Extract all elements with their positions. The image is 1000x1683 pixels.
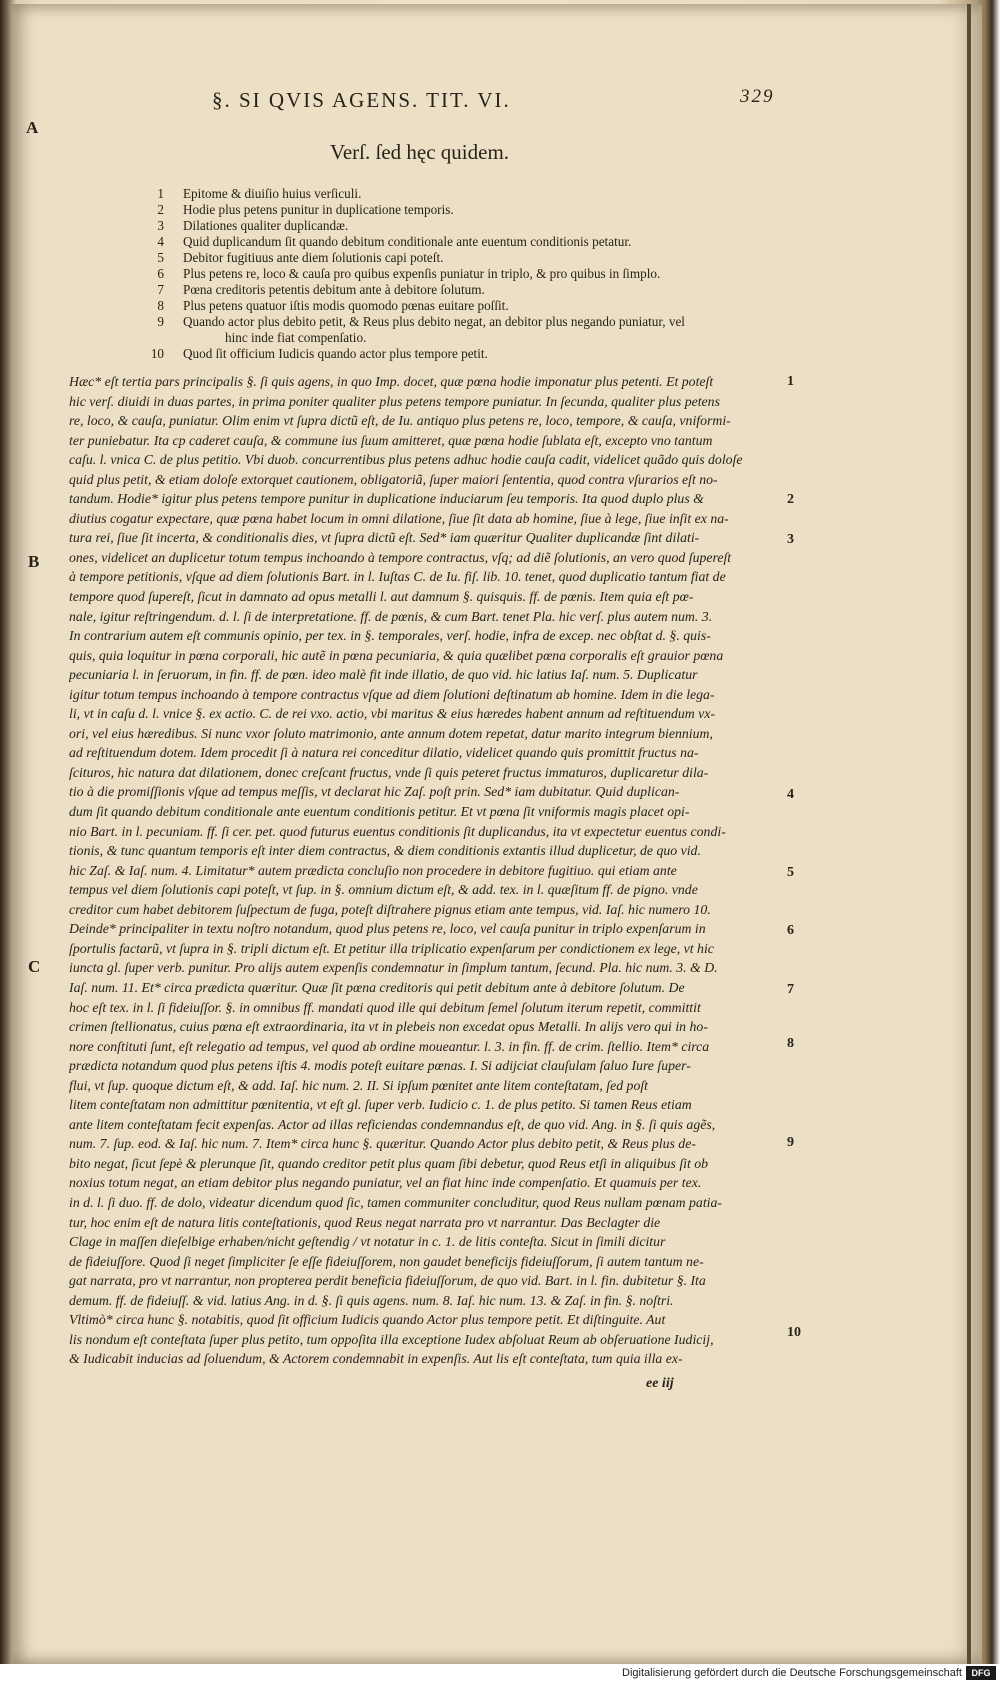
body-line: diutius cogatur expectare, quæ pœna habet locum in omni dilatione, ſiue ſit data ab homine, ſiue à lege, ſiue inſit ex na- <box>69 510 729 526</box>
body-line: Vltimò* circa hunc §. notabitis, quod ſit officium Iudicis quando Actor plus tempore petit. Et diſtinguite. Aut <box>69 1312 666 1328</box>
summary-number: 1 <box>157 186 164 201</box>
marginal-number: 10 <box>787 1325 801 1340</box>
summary-number: 2 <box>157 202 164 217</box>
body-line: hic Zaſ. & Iaſ. num. 4. Limitatur* autem prædicta concluſio non procedere in debitore fugitiuo. qui etiam ante <box>69 862 677 878</box>
marginal-number: 1 <box>787 374 794 389</box>
signature-mark: ee iij <box>646 1376 674 1391</box>
body-line: noxius totum negat, an etiam debitor plus negando puniatur, vel an fiat hinc inde compenſatio. Et quamuis per tex. <box>69 1175 702 1191</box>
summary-number: 5 <box>157 250 164 265</box>
body-line: Iaſ. num. 11. Et* circa prædicta quæritur. Quæ ſit pœna creditoris qui petit debitum ante à debitore ſolutum. De <box>69 979 685 995</box>
body-line: hoc eſt tex. in l. ſi fideiuſſor. §. in omnibus ff. mandati quod ille qui debitum ſemel ſolutum iterum repetit, committit <box>69 999 701 1015</box>
summary-text: Plus petens re, loco & cauſa pro quibus expenſis puniatur in triplo, & pro quibus in ſimplo. <box>183 266 661 281</box>
body-line: ori, vel eius hæredibus. Si nunc vxor ſoluto matrimonio, ante annum dotem repetat, datur marito integrum biennium, <box>69 725 713 741</box>
body-line: tandum. Hodie* igitur plus petens tempore punitur in duplicatione induciarum ſeu temporis. Ita quod duplo plus & <box>69 491 704 507</box>
dfg-logo: DFG <box>966 1666 996 1680</box>
summary-continuation: hinc inde fiat compenſatio. <box>225 330 367 345</box>
marginal-number: 7 <box>787 982 794 997</box>
body-line: igitur totum tempus inchoando à tempore contractus vſque ad diem ſolutioni deſtinatum ab homine. Idem in die lega- <box>69 686 715 702</box>
body-line: in d. l. ſi duo. ff. de dolo, videatur dicendum quod ſic, tamen communiter concluditur, quod Reus nullam pœnam patia- <box>69 1194 722 1210</box>
body-line: crimen ſtellionatus, cuius pœna eſt extraordinaria, ita vt in plebeis non excedat opus Metalli. In alijs vero qui in ho- <box>69 1019 708 1035</box>
summary-text: Dilationes qualiter duplicandæ. <box>183 218 349 233</box>
summary-text: Quando actor plus debito petit, & Reus plus debito negat, an debitor plus negando puniatur, vel <box>183 314 685 329</box>
body-line: nio Bart. in l. pecuniam. ff. ſi cer. pet. quod futurus euentus conditionis ſit duplicandus, ita vt expectetur euentus condi- <box>69 823 726 839</box>
summary-number: 6 <box>157 266 164 281</box>
body-line: re, loco, & cauſa, puniatur. Olim enim vt ſupra dictũ eſt, de Iu. antiquo plus petens re, loco, tempore, & cauſa, vniformi- <box>69 413 731 429</box>
body-line: demum. ff. de fideiuſſ. & vid. latius Ang. in d. §. ſi quis agens. num. 8. Iaſ. hic num. 13. & Zaſ. in fin. §. noſtri. <box>69 1292 674 1308</box>
body-line: prædicta notandum quod plus petens iſtis 4. modis poteſt euitare pœnas. I. Si adijciat clauſulam ſaluo Iure ſuper- <box>69 1058 691 1074</box>
summary-number: 8 <box>157 298 164 313</box>
commentary-body <box>69 372 776 1369</box>
summary-text: Quid duplicandum ſit quando debitum conditionale ante euentum conditionis petatur. <box>183 234 632 249</box>
body-line: gat narrata, pro vt narrantur, non propterea perdit beneficia fideiuſſorum, de quo vid. Bart. in l. fin. dubitetur §. Ita <box>69 1273 706 1289</box>
margin-letter-b: B <box>28 552 40 571</box>
summary-number: 3 <box>157 218 164 233</box>
marginal-number: 8 <box>787 1036 794 1051</box>
body-line: caſu. l. vnica C. de plus petitio. Vbi duob. concurrentibus plus petens adhuc hodie cauſa cadit, videlicet quãdo quis doloſe <box>69 452 743 468</box>
summary-text: Quod ſit officium Iudicis quando actor plus tempore petit. <box>183 346 488 361</box>
body-line: tura rei, ſiue ſit incerta, & conditionalis dies, vt ſupra dictũ eſt. Sed* iam quæritur Qualiter duplicandæ ſint dilati- <box>69 530 700 546</box>
body-line: li, vt in caſu d. l. vnice §. ex actio. C. de rei vxo. actio, vbi maritus & eius hæredes habent annum ad reſtituendum vx- <box>69 706 716 722</box>
summary-number: 9 <box>157 314 164 329</box>
body-line: dum ſit quando debitum conditionale ante euentum conditionis petitur. Et vt pœna ſit vniformis magis placet opi- <box>69 804 690 820</box>
body-line: iuncta gl. ſuper verb. punitur. Pro alijs autem expenſis condemnatur in ſimplum tantum, ſecund. Pla. hic num. 3. & D. <box>69 960 718 976</box>
body-line: bito negat, ſicut ſepè & plerunque ſit, quando creditor petit plus quam ſibi debetur, quod Reus etſi in aliquibus ſit ob <box>69 1155 709 1171</box>
body-line: tionis, & tunc quantum temporis eſt inter diem contractus, & diem conditionis extantis illud duplicetur, de quo vid. <box>69 843 701 859</box>
body-line: nore conſtituti ſunt, eſt relegatio ad tempus, vel quod ab ordine moueantur. l. 3. in fin. ff. de crim. ſtellio. Item* circa <box>69 1038 710 1054</box>
body-line: tio à die promiſſionis vſque ad tempus meſſis, vt declarat hic Zaſ. poſt prin. Sed* iam dubitatur. Quid duplican- <box>69 784 680 800</box>
body-line: à tempore petitionis, vſque ad diem ſolutionis Bart. in l. Iuſtas C. de Iu. fiſ. lib. 10. tenet, quod duplicatio tantum fiat de <box>69 569 726 585</box>
body-line: Deinde* principaliter in textu noſtro notandum, quod plus petens re, loco, vel cauſa punitur in triplo expenſarum in <box>69 921 706 937</box>
body-line: ſcituros, hic natura dat dilationem, donec creſcant fructus, vnde ſi quis peteret fructus immaturos, duplicaretur dila- <box>69 764 709 780</box>
body-line: hic verſ. diuidi in duas partes, in prima poniter qualiter plus petens tempore puniatur. In ſecunda, qualiter plus petens <box>69 393 720 409</box>
body-line: num. 7. ſup. eod. & Iaſ. hic num. 7. Item* circa hunc §. quæritur. Quando Actor plus debito petit, & Reus plus de- <box>69 1136 696 1152</box>
summary-text: Hodie plus petens punitur in duplicatione temporis. <box>183 202 454 217</box>
funding-notice: Digitalisierung gefördert durch die Deutsche Forschungsgemeinschaft <box>622 1667 962 1679</box>
body-line: In contrarium autem eſt communis opinio, per tex. in §. temporales, verſ. hodie, infra de excep. nec obſtat d. §. quis- <box>69 628 711 644</box>
body-line: nale, igitur reſtringendum. d. l. ſi de interpretatione. ff. de pœnis, & cum Bart. tenet Pla. hic verſ. plus autem num. 3. <box>69 608 713 624</box>
margin-letter-a: A <box>26 118 39 137</box>
body-line: lis nondum eſt conteſtata ſuper plus petito, tum oppoſita illa exceptione Iudex abſoluat Reum ab obſeruatione Iudicij, <box>69 1331 714 1347</box>
summary-text: Epitome & diuiſio huius verſiculi. <box>183 186 362 201</box>
marginal-number: 5 <box>787 865 794 880</box>
marginal-number: 3 <box>787 532 794 547</box>
body-line: ones, videlicet an duplicetur totum tempus inchoando à tempore contractus, vſq; ad diẽ ſolutionis, an vero quod ſupereſt <box>69 549 732 565</box>
body-line: ante litem conteſtatam fecit expenſas. Actor ad illas reficiendas condemnandus eſt, de quo vid. Ang. in §. ſi quis agẽs, <box>69 1116 716 1132</box>
body-line: litem conteſtatam non admittitur pœnitentia, vt eſt gl. ſuper verb. Iudicio c. 1. de plus petito. Si tamen Reus etiam <box>69 1097 692 1113</box>
marginal-number: 9 <box>787 1135 794 1150</box>
body-line: creditor cum habet debitorem ſuſpectum de fuga, poteſt diſtrahere pignus etiam ante tempus, vid. Iaſ. hic numero 10. <box>69 901 711 917</box>
summary-text: Pœna creditoris petentis debitum ante à debitore ſolutum. <box>183 282 485 297</box>
body-line: tempore quod ſupereſt, ſicut in damnato ad opus metalli l. aut damnum §. quisquis. ff. de pœnis. Item quia eſt pœ- <box>69 589 694 605</box>
summary-text: Plus petens quatuor iſtis modis quomodo pœnas euitare poſſit. <box>183 298 509 313</box>
body-line: ter puniebatur. Ita cp caderet cauſa, & commune ius ſuum amitteret, quæ pœna hodie ſublata eſt, excepto vno tantum <box>69 432 713 448</box>
body-line: Clage in maſſen dieſelbige erhaben/nicht geſtendig / vt notatur in c. 1. de litis conteſta. Sicut in ſimili dicitur <box>69 1234 666 1250</box>
body-line: quid plus petit, & etiam doloſe extorquet cautionem, obligatoriã, ſuper maiori ſententia, quod contra vſurarios eſt no- <box>69 471 718 487</box>
page-number: 329 <box>740 86 775 107</box>
marginal-number: 6 <box>787 923 794 938</box>
body-line: ſportulis factarũ, vt ſupra in §. tripli dictum eſt. Et petitur illa triplicatio expenſarum per condictionem ex lege, vt hic <box>69 940 714 956</box>
summary-text: Debitor fugitiuus ante diem ſolutionis capi poteſt. <box>183 250 444 265</box>
body-line: tempus vel diem ſolutionis capi poteſt, vt ſup. in §. omnium dictum eſt, & add. tex. in l. quæſitum ff. de pigno. vnde <box>69 882 698 898</box>
page-edge <box>967 4 971 1664</box>
marginal-number: 4 <box>787 787 794 802</box>
summary-number: 7 <box>157 282 164 297</box>
running-title: §. SI QVIS AGENS. TIT. VI. <box>212 88 511 112</box>
margin-letter-c: C <box>28 957 41 976</box>
marginal-number: 2 <box>787 492 794 507</box>
summary-number: 4 <box>157 234 164 249</box>
body-line: ad reſtituendum dotem. Idem procedit ſi à natura rei conceditur dilatio, videlicet quando quis promittit fructus na- <box>69 745 699 761</box>
body-line: tur, hoc enim eſt de natura litis conteſtationis, quod Reus negat narrata pro vt narrantur. Das Beclagter die <box>69 1214 661 1230</box>
body-line: quis, quia loquitur in pœna corporali, hic autẽ in pœna pecuniaria, & quia quælibet pœna corporalis eſt grauior pœna <box>69 647 724 663</box>
body-line: pecuniaria l. in ſeruorum, in fin. ff. de pœn. ideo malè fit inde illatio, de quo vid. hic latius Iaſ. num. 5. Duplicatur <box>69 667 698 683</box>
body-line: flui, vt ſup. quoque dictum eſt, & add. Iaſ. hic num. 2. II. Si ipſum pœnitet ante litem conteſtatam, ſed poſt <box>69 1077 649 1093</box>
verse-title: Verſ. ſed hęc quidem. <box>330 140 510 164</box>
body-line: de fideiuſſore. Quod ſi neget ſimpliciter ſe eſſe fideiuſſorem, non gaudet beneficijs fideiuſſorum, ſi autem tantum ne- <box>69 1253 704 1269</box>
footer-bar <box>0 1664 1000 1683</box>
body-line: Hæc* eſt tertia pars principalis §. ſi quis agens, in quo Imp. docet, quæ pœna hodie imponatur plus petenti. Et poteſt <box>69 374 714 389</box>
body-line: & Iudicabit inducias ad ſoluendum, & Actorem condemnabit in expenſis. Aut lis eſt conteſtata, tum quia illa ex- <box>69 1351 683 1367</box>
summary-number: 10 <box>150 346 164 361</box>
